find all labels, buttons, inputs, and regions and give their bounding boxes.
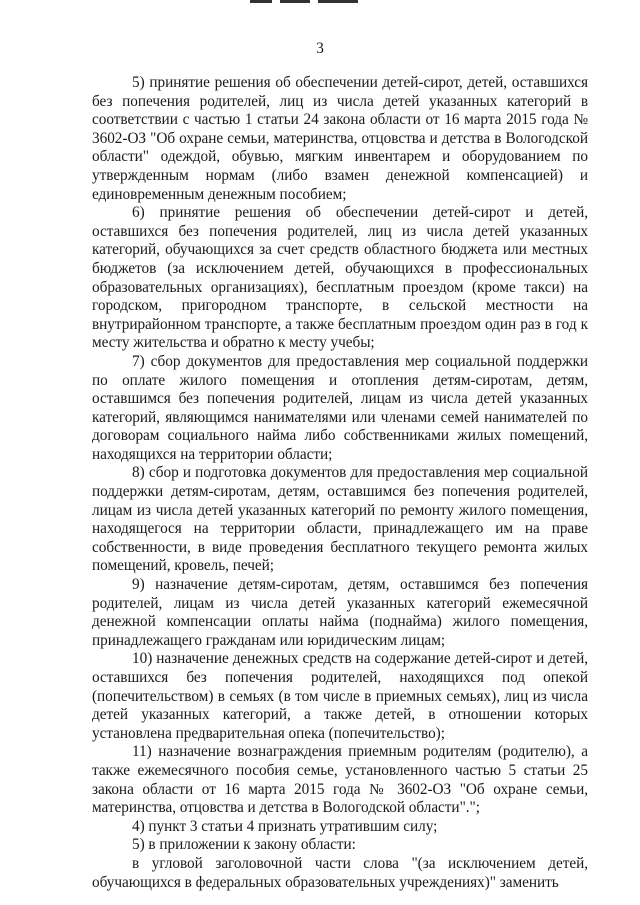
paragraph-item-5: 5) принятие решения об обеспечении детей-сирот, детей, оставшихся без попечения родителей, лиц из числа детей указанных категорий в соответствии с частью 1 статьи 24 закона области от 16 марта 2015 года № 3602-ОЗ "Об охране семьи, материнства, отцовства и детства в Вологодской области" одеждой, обувью, мягким инвентарем и оборудованием по утвержденным нормам (либо взамен денежной компенсацией) и единовременным денежным пособием;: [92, 74, 588, 203]
top-edge-fragment: [250, 0, 390, 4]
page-number: 3: [316, 40, 324, 57]
paragraph-item-11: 11) назначение вознаграждения приемным родителям (родителю), а также ежемесячного пособия семье, установленного частью 5 статьи 25 закона области от 16 марта 2015 года № 3602-ОЗ "Об охране семьи, материнства, отцовства и детства в Вологодской области".";: [92, 743, 588, 817]
paragraph-item-10: 10) назначение денежных средств на содержание детей-сирот и детей, оставшихся без попечения родителей, находящихся под опекой (попечительством) в семьях (в том числе в приемных семьях), лиц из числа детей указанных категорий, а также детей, в отношении которых установлена предварительная опека (попечительство);: [92, 650, 588, 742]
paragraph-item-8: 8) сбор и подготовка документов для предоставления мер социальной поддержки детям-сиротам, детям, оставшимся без попечения родителей, лицам из числа детей указанных категорий по ремонту жилого помещения, находящегося на территории области, принадлежащего им на праве собственности, в виде проведения бесплатного текущего ремонта жилых помещений, кровель, печей;: [92, 464, 588, 575]
paragraph-item-6: 6) принятие решения об обеспечении детей-сирот и детей, оставшихся без попечения родителей, лиц из числа детей указанных категорий, обучающихся за счет средств областного бюджета или местных бюджетов (за исключением детей, обучающихся в профессиональных образовательных организациях), бесплатным проездом (кроме такси) на городском, пригородном транспорте, в сельской местности на внутрирайонном транспорте, а также бесплатным проездом один раз в год к месту жительства и обратно к месту учебы;: [92, 204, 588, 352]
paragraph-corner-header-amendment: в угловой заголовочной части слова "(за исключением детей, обучающихся в федеральных образовательных учреждениях)" заменить: [92, 854, 588, 891]
document-body: [92, 74, 588, 892]
paragraph-point-4: 4) пункт 3 статьи 4 признать утратившим силу;: [132, 817, 438, 835]
paragraph-item-9: 9) назначение детям-сиротам, детям, оставшимся без попечения родителей, лицам из числа детей указанных категорий ежемесячной денежной компенсации оплаты найма (поднайма) жилого помещения, принадлежащего гражданам или юридическим лицам;: [92, 576, 588, 649]
paragraph-point-5: 5) в приложении к закону области:: [132, 836, 356, 854]
paragraph-item-7: 7) сбор документов для предоставления мер социальной поддержки по оплате жилого помещения и отопления детям-сиротам, детям, оставшимся без попечения родителей, лицам из числа детей указанных категорий, являющимся нанимателями или членами семей нанимателей по договорам социального найма либо собственниками жилых помещений, находящихся на территории области;: [92, 352, 588, 463]
